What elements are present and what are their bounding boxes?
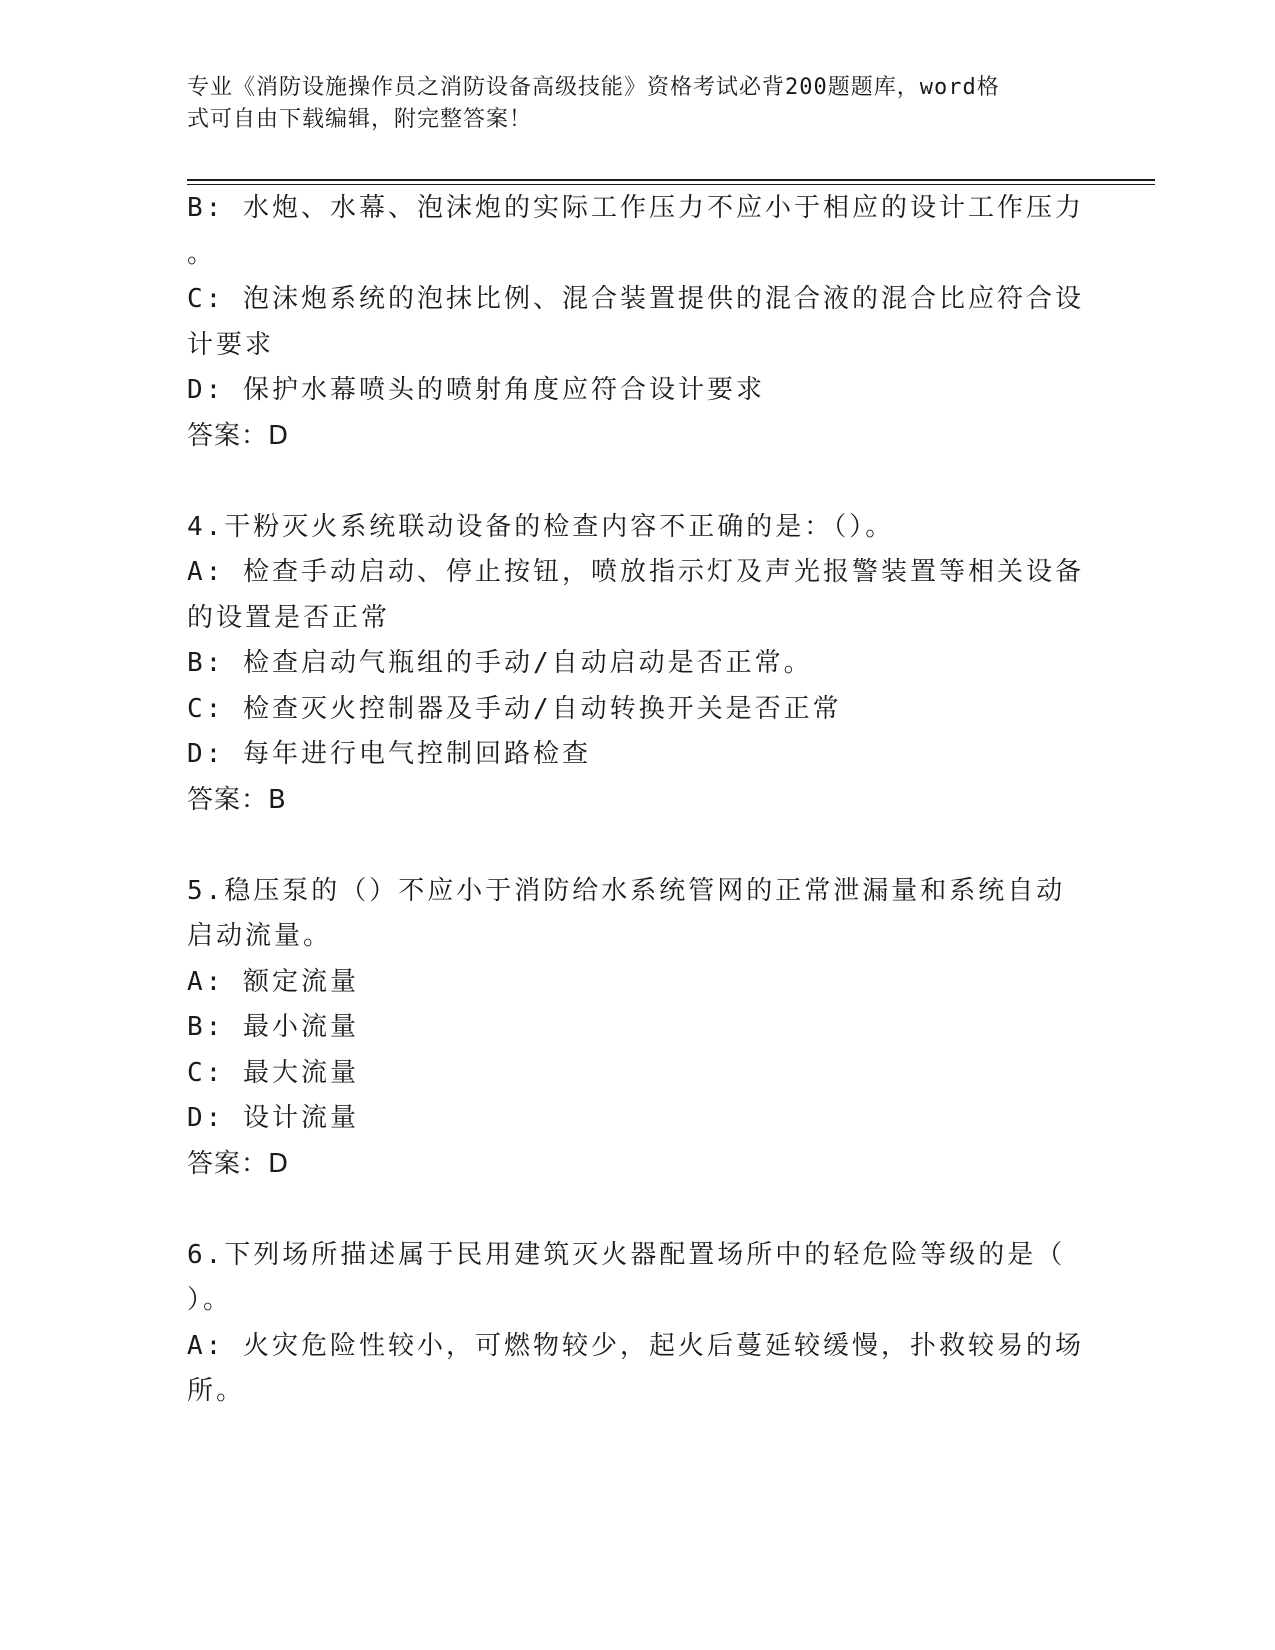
header-divider-thick xyxy=(187,179,1155,181)
question-block-5 xyxy=(187,869,1087,1188)
question-stem: 4.干粉灭火系统联动设备的检查内容不正确的是：（）。 xyxy=(187,511,895,542)
question-block-prev xyxy=(187,186,1087,459)
option-a-line-1: A: 火灾危险性较小，可燃物较少，起火后蔓延较缓慢，扑救较易的场 xyxy=(187,1330,1084,1361)
option-c-line-2: 计要求 xyxy=(187,329,275,360)
answer-line: 答案：B xyxy=(187,784,287,815)
option-d: D: 保护水幕喷头的喷射角度应符合设计要求 xyxy=(187,375,765,405)
spacer xyxy=(187,823,1087,869)
option-a-line-2: 所。 xyxy=(187,1376,246,1406)
answer-line: 答案：D xyxy=(187,420,290,451)
answer-line: 答案：D xyxy=(187,1148,290,1179)
question-stem-line-1: 6.下列场所描述属于民用建筑灭火器配置场所中的轻危险等级的是（ xyxy=(187,1239,1066,1270)
option-c: C: 检查灭火控制器及手动/自动转换开关是否正常 xyxy=(187,693,842,724)
option-c-line-1: C: 泡沫炮系统的泡抹比例、混合装置提供的混合液的混合比应符合设 xyxy=(187,284,1084,314)
option-a: A: 额定流量 xyxy=(187,966,359,997)
header-divider-thin xyxy=(187,184,1155,185)
header-line-2: 式可自由下载编辑，附完整答案！ xyxy=(187,107,533,132)
spacer xyxy=(187,459,1087,505)
question-stem-line-1: 5.稳压泵的（）不应小于消防给水系统管网的正常泄漏量和系统自动 xyxy=(187,875,1066,906)
option-c: C: 最大流量 xyxy=(187,1057,359,1088)
option-b-line-1: B: 水炮、水幕、泡沫炮的实际工作压力不应小于相应的设计工作压力 xyxy=(187,193,1084,223)
option-d: D: 每年进行电气控制回路检查 xyxy=(187,739,591,769)
header-line-1: 专业《消防设施操作员之消防设备高级技能》资格考试必背200题题库，word格 xyxy=(187,75,1000,100)
question-stem-line-2: 启动流量。 xyxy=(187,921,333,951)
option-b: B: 最小流量 xyxy=(187,1012,359,1042)
question-block-6 xyxy=(187,1233,1087,1415)
spacer xyxy=(187,1187,1087,1233)
document-header xyxy=(187,72,1067,136)
option-b-line-2: 。 xyxy=(187,238,217,269)
question-stem-line-2: ）。 xyxy=(187,1285,233,1315)
option-a-line-1: A: 检查手动启动、停止按钮，喷放指示灯及声光报警装置等相关设备 xyxy=(187,557,1084,587)
question-block-4 xyxy=(187,505,1087,824)
option-a-line-2: 的设置是否正常 xyxy=(187,602,391,633)
option-d: D: 设计流量 xyxy=(187,1103,359,1133)
question-list xyxy=(187,186,1087,1415)
option-b: B: 检查启动气瓶组的手动/自动启动是否正常。 xyxy=(187,648,813,678)
